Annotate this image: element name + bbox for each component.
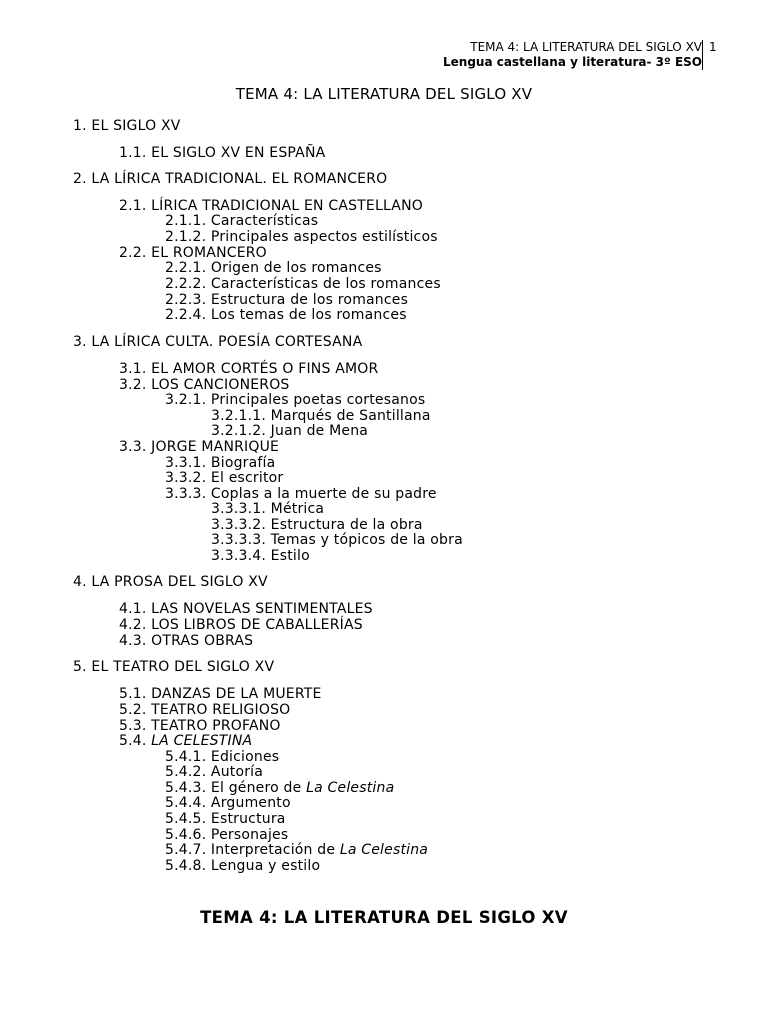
toc-entry-text: 2.2. EL ROMANCERO — [119, 245, 267, 261]
header-subject: Lengua castellana y literatura- 3º ESO — [442, 55, 702, 69]
toc-entry-text: 5.4.7. Interpretación de — [165, 842, 340, 858]
toc-entry-level-3 — [165, 486, 437, 502]
toc-entry-level-3 — [165, 213, 318, 229]
toc-entry-level-1 — [73, 574, 268, 590]
toc-entry-level-3 — [165, 229, 438, 245]
toc-entry-level-4 — [211, 501, 324, 517]
toc-entry-text: 5.1. DANZAS DE LA MUERTE — [119, 686, 322, 702]
toc-entry-level-3 — [165, 811, 286, 827]
toc-entry-level-4 — [211, 517, 423, 533]
toc-entry-text: 5.4.1. Ediciones — [165, 749, 280, 765]
toc-entry-level-3 — [165, 455, 275, 471]
toc-entry-text: 5. EL TEATRO DEL SIGLO XV — [73, 659, 275, 675]
toc-entry-text: 3.3.3.3. Temas y tópicos de la obra — [211, 532, 463, 548]
toc-entry-level-2 — [119, 601, 373, 617]
toc-entry-text: 4. LA PROSA DEL SIGLO XV — [73, 574, 268, 590]
toc-entry-level-2 — [119, 617, 363, 633]
toc-entry-text: 3.3. JORGE MANRIQUE — [119, 439, 280, 455]
toc-entry-level-3 — [165, 292, 408, 308]
toc-entry-level-3 — [165, 780, 394, 796]
toc-entry-text: 5.4.4. Argumento — [165, 795, 291, 811]
toc-entry-level-4 — [211, 548, 310, 564]
toc-entry-text: 5.4. — [119, 733, 152, 749]
toc-entry-level-3 — [165, 260, 382, 276]
toc-entry-text: 3.3.3.2. Estructura de la obra — [211, 517, 423, 533]
toc-entry-text: 2.2.2. Características de los romances — [165, 276, 441, 292]
toc-entry-text: 2.2.1. Origen de los romances — [165, 260, 382, 276]
toc-entry-level-3 — [165, 842, 428, 858]
toc-entry-text: 5.2. TEATRO RELIGIOSO — [119, 702, 291, 718]
toc-entry-text: 5.4.2. Autoría — [165, 764, 264, 780]
toc-entry-level-4 — [211, 532, 463, 548]
page-number: 1 — [709, 40, 717, 54]
toc-entry-level-3 — [165, 858, 320, 874]
toc-entry-text: 5.4.3. El género de — [165, 780, 307, 796]
toc-entry-level-2 — [119, 718, 281, 734]
toc-entry-italic-title: LA CELESTINA — [151, 733, 253, 749]
toc-entry-text: 2.2.3. Estructura de los romances — [165, 292, 409, 308]
toc-entry-text: 5.3. TEATRO PROFANO — [119, 718, 281, 734]
toc-entry-text: 1. EL SIGLO XV — [73, 118, 181, 134]
toc-entry-level-3 — [165, 764, 263, 780]
toc-entry-italic-title: La Celestina — [306, 780, 395, 796]
toc-entry-level-1 — [73, 171, 387, 187]
toc-entry-text: 3.2. LOS CANCIONEROS — [119, 377, 290, 393]
toc-entry-text: 3.2.1.1. Marqués de Santillana — [211, 408, 431, 424]
document-title: TEMA 4: LA LITERATURA DEL SIGLO XV — [235, 85, 533, 103]
toc-entry-text: 2.1.2. Principales aspectos estilísticos — [165, 229, 438, 245]
section-heading: TEMA 4: LA LITERATURA DEL SIGLO XV — [200, 908, 568, 927]
toc-entry-text: 3.3.3. Coplas a la muerte de su padre — [165, 486, 437, 502]
toc-entry-level-2 — [119, 633, 253, 649]
toc-entry-level-2 — [119, 702, 290, 718]
toc-entry-level-3 — [165, 749, 279, 765]
toc-entry-text: 2. LA LÍRICA TRADICIONAL. EL ROMANCERO — [73, 171, 388, 187]
toc-entry-text: 3.2.1.2. Juan de Mena — [211, 423, 369, 439]
toc-entry-text: 5.4.8. Lengua y estilo — [165, 858, 321, 874]
toc-entry-level-3 — [165, 827, 288, 843]
toc-entry-level-3 — [165, 392, 425, 408]
toc-entry-level-3 — [165, 276, 441, 292]
toc-entry-level-2 — [119, 361, 378, 377]
toc-entry-text: 4.2. LOS LIBROS DE CABALLERÍAS — [119, 617, 363, 633]
header-title: TEMA 4: LA LITERATURA DEL SIGLO XV — [470, 40, 702, 54]
toc-entry-text: 3.3.3.4. Estilo — [211, 548, 310, 564]
toc-entry-text: 5.4.5. Estructura — [165, 811, 286, 827]
toc-entry-text: 3.3.1. Biografía — [165, 455, 276, 471]
toc-entry-level-3 — [165, 795, 291, 811]
toc-entry-level-1 — [73, 659, 274, 675]
toc-entry-text: 3.2.1. Principales poetas cortesanos — [165, 392, 426, 408]
toc-entry-text: 4.3. OTRAS OBRAS — [119, 633, 254, 649]
toc-entry-level-4 — [211, 423, 368, 439]
toc-entry-level-1 — [73, 118, 181, 134]
toc-entry-text: 2.1.1. Características — [165, 213, 319, 229]
toc-entry-italic-title: La Celestina — [339, 842, 429, 858]
toc-entry-level-2 — [119, 439, 279, 455]
toc-entry-text: 3.3.2. El escritor — [165, 470, 284, 486]
toc-entry-level-3 — [165, 307, 407, 323]
toc-entry-text: 3.3.3.1. Métrica — [211, 501, 325, 517]
toc-entry-level-2 — [119, 686, 322, 702]
toc-entry-level-2 — [119, 377, 290, 393]
toc-entry-text: 2.1. LÍRICA TRADICIONAL EN CASTELLANO — [119, 198, 423, 214]
toc-entry-level-2 — [119, 145, 325, 161]
toc-entry-level-2 — [119, 245, 267, 261]
toc-entry-level-3 — [165, 470, 283, 486]
toc-entry-level-4 — [211, 408, 431, 424]
toc-entry-level-2 — [119, 733, 252, 749]
toc-entry-level-2 — [119, 198, 423, 214]
toc-entry-text: 5.4.6. Personajes — [165, 827, 289, 843]
toc-entry-text: 4.1. LAS NOVELAS SENTIMENTALES — [119, 601, 373, 617]
toc-entry-text: 1.1. EL SIGLO XV EN ESPAÑA — [119, 145, 326, 161]
toc-entry-text: 3.1. EL AMOR CORTÉS O FINS AMOR — [119, 361, 379, 377]
toc-entry-text: 3. LA LÍRICA CULTA. POESÍA CORTESANA — [73, 334, 363, 350]
toc-entry-text: 2.2.4. Los temas de los romances — [165, 307, 407, 323]
toc-entry-level-1 — [73, 334, 362, 350]
